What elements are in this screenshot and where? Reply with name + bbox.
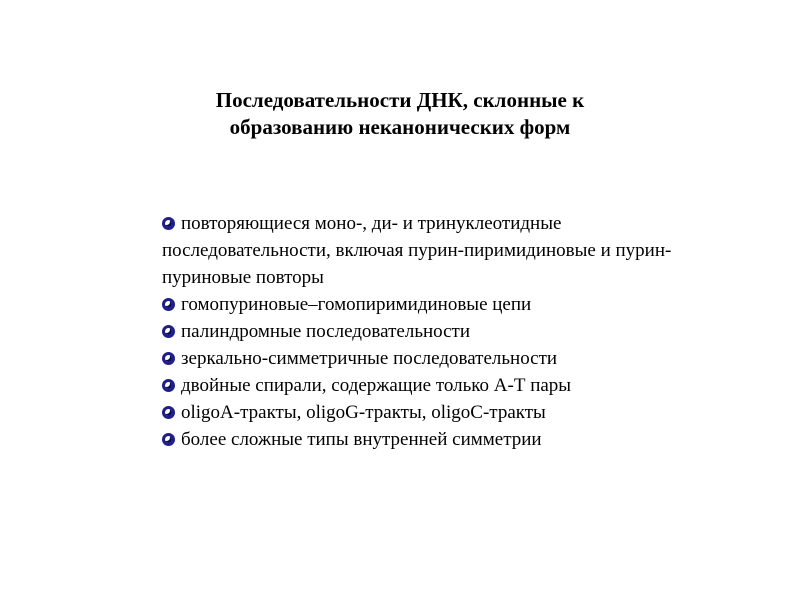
slide-title-line-1: Последовательности ДНК, склонные к [215,88,585,112]
slide-title-line-2: образованию неканонических форм [229,115,571,139]
hollow-circle-bullet-icon [162,217,175,230]
bullet-list [162,210,722,453]
slide-title [100,87,700,141]
list-item [162,399,722,426]
hollow-circle-bullet-icon [162,352,175,365]
list-item-text: палиндромные последовательности [181,321,471,342]
hollow-circle-bullet-icon [162,325,175,338]
list-item-text: зеркально-симметричные последовательности [181,348,558,369]
list-item [162,210,722,291]
list-item-text: более сложные типы внутренней симметрии [181,429,542,450]
list-item-text: двойные спирали, содержащие только А-Т пары [181,375,572,396]
list-item [162,426,722,453]
hollow-circle-bullet-icon [162,406,175,419]
hollow-circle-bullet-icon [162,379,175,392]
list-item-text: повторяющиеся моно-, ди- и тринуклеотидные последовательности, включая пурин-пиримидиновые и пурин-пуриновые повторы [162,213,672,288]
list-item [162,318,722,345]
list-item-text: гомопуриновые–гомопиримидиновые цепи [181,294,532,315]
hollow-circle-bullet-icon [162,298,175,311]
list-item [162,345,722,372]
hollow-circle-bullet-icon [162,433,175,446]
list-item [162,291,722,318]
list-item-text: oligoA-тракты, oligoG-тракты, oligoC-тракты [181,402,546,423]
list-item [162,372,722,399]
